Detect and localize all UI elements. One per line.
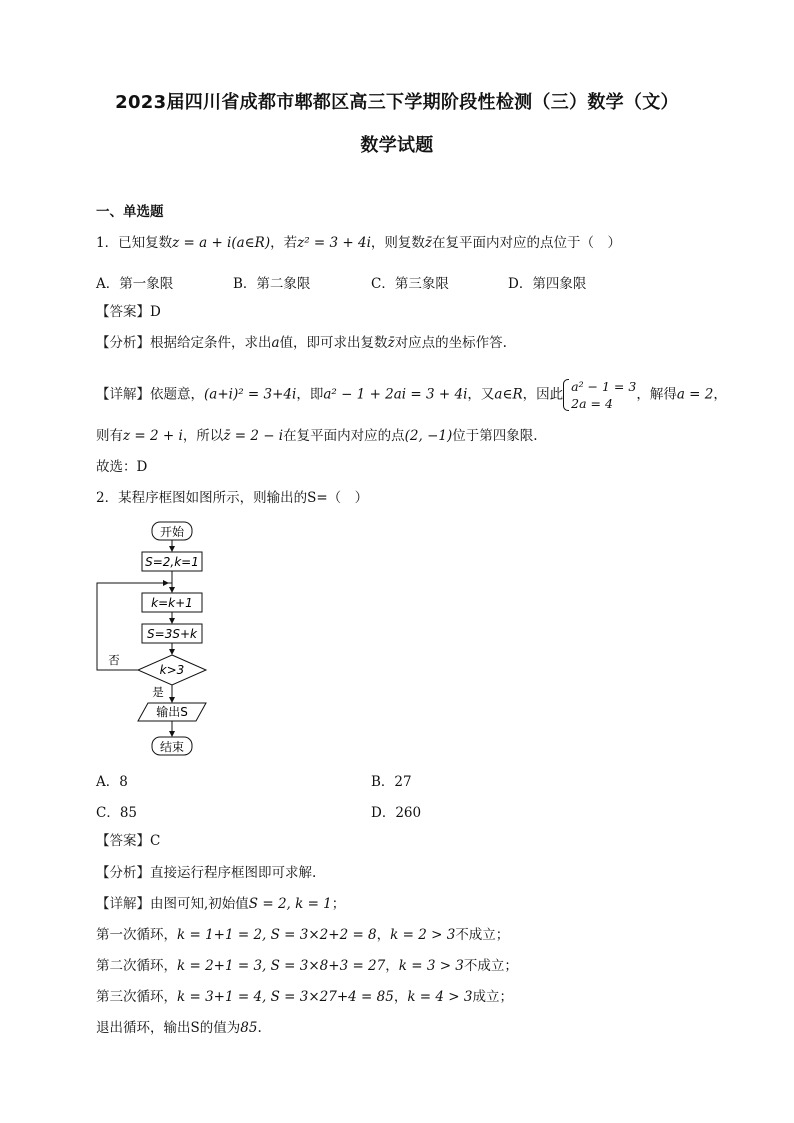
- q2-answer: 【答案】C: [96, 833, 161, 849]
- flow-condition-label: k>3: [159, 663, 185, 677]
- exam-subtitle: 数学试题: [360, 135, 434, 156]
- q2-detail: 【详解】由图可知,初始值S = 2, k = 1；: [96, 896, 346, 912]
- q2-option-c: C．85: [96, 805, 138, 821]
- flow-init-label: S=2,k=1: [145, 555, 199, 569]
- q2-analysis: 【分析】直接运行程序框图即可求解.: [96, 865, 317, 881]
- flow-end-label: 结束: [159, 740, 185, 754]
- q1-detail: 【详解】依题意，(a+i)² = 3+4i，即a² − 1 + 2ai = 3 + 4i，又a∈R，因此 a² − 1 = 3 2a = 4，解得a = 2，: [96, 379, 727, 411]
- q2-exit: 退出循环，输出S的值为85.: [96, 1020, 262, 1036]
- flow-start-label: 开始: [159, 525, 185, 539]
- q1-conclusion: 故选：D: [96, 459, 148, 475]
- q1-answer: 【答案】D: [96, 304, 161, 320]
- q2-option-a: A．8: [96, 774, 128, 790]
- q1-stem: 1．已知复数z = a + i(a∈R)，若z² = 3 + 4i，则复数z̄在复平面内对应的点位于（ ）: [96, 235, 622, 251]
- section-heading: 一、单选题: [96, 204, 164, 220]
- flow-step2-label: S=3S+k: [147, 627, 197, 641]
- q2-loop-3: 第三次循环，k = 3+1 = 4, S = 3×27+4 = 85，k = 4 > 3成立；: [96, 989, 513, 1005]
- flow-output-label: 输出S: [156, 705, 188, 719]
- q1-option-b: B．第二象限: [233, 276, 311, 292]
- q1-analysis: 【分析】根据给定条件，求出a值，即可求出复数z̄对应点的坐标作答.: [96, 335, 507, 351]
- flow-step1-label: k=k+1: [151, 596, 193, 610]
- q2-option-d: D．260: [371, 805, 422, 821]
- q1-option-a: A．第一象限: [96, 276, 174, 292]
- q2-stem: 2．某程序框图如图所示，则输出的S=（ ）: [96, 490, 369, 506]
- q2-loop-1: 第一次循环，k = 1+1 = 2, S = 3×2+2 = 8，k = 2 > 3不成立；: [96, 927, 510, 943]
- flowchart: [90, 515, 230, 765]
- q2-option-b: B．27: [371, 774, 412, 790]
- flow-no-label: 否: [108, 653, 120, 667]
- flow-yes-label: 是: [152, 685, 164, 699]
- equation-system: a² − 1 = 3 2a = 4: [563, 378, 636, 412]
- q1-option-d: D．第四象限: [508, 276, 587, 292]
- q1-option-c: C．第三象限: [371, 276, 449, 292]
- q1-detail-line2: 则有z = 2 + i，所以z̄ = 2 − i在复平面内对应的点(2, −1)位于第四象限.: [96, 428, 538, 444]
- q2-loop-2: 第二次循环，k = 2+1 = 3, S = 3×8+3 = 27，k = 3 > 3不成立；: [96, 958, 518, 974]
- exam-title: 2023届四川省成都市郫都区高三下学期阶段性检测（三）数学（文）: [115, 92, 679, 113]
